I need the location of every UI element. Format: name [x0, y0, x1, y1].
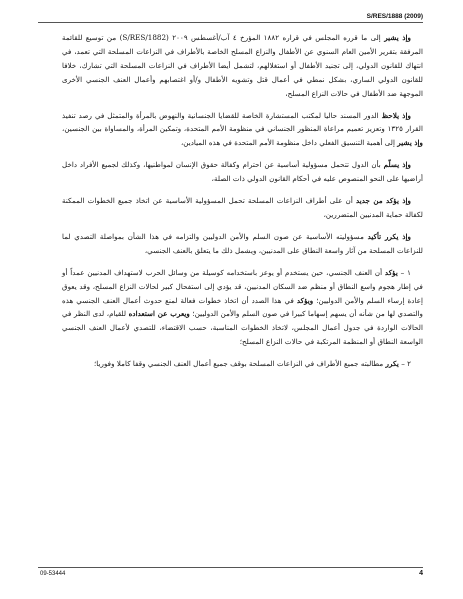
paragraph-text: إلى ما قرره المجلس في قراره ١٨٨٢ المؤرخ ٤ آب/أغسطس ٢٠٠٩ (S/RES/1882) من توسيع للقائمة المرفقة بتقرير الأمين العام السنوي عن الأطفال والنزاع المسلح الخاصة بالأطراف في النزاعات المسلحة التي تعمد، في انتهاك للقانون الدولي، إلى تجنيد الأطفال أو استغلالهم، لتشمل أيضا الأطراف في النزاعات المسلحة التي تشارك، خلافا للقانون الدولي الساري، بشكل نمطي في أعمال قتل وتشويه الأطفال و/أو اغتصابهم وأعمال العنف الجنسي الأخرى الموجهة ضد الأطفال في حالات النزاع المسلح، [62, 33, 423, 98]
paragraph-keyword: وإذ يلاحظ [381, 110, 411, 120]
paragraph-text: بأن الدول تتحمل مسؤولية أساسية عن احترام وكفالة حقوق الإنسان لمواطنيها، وكذلك لجميع الأفراد داخل أراضيها على النحو المنصوص عليه في أحكام القانون الدولي ذات الصلة، [62, 160, 423, 184]
paragraph-text: أن العنف الجنسي، حين يستخدم أو يوعز باستخدامه كوسيلة من وسائل الحرب لاستهداف المدنيين عمداً أو في إطار هجوم واسع النطاق أو منظم ضد السكان المدنيين، قد يؤدي إلى استفحال كبير لحالات النزاع المسلح، وقد يعوق إعادة إرساء السلم والأمن الدوليين؛ [62, 267, 423, 305]
preamble-paragraph [62, 158, 423, 186]
paragraph-keyword: يكرر [385, 359, 399, 369]
operative-paragraph [62, 266, 423, 349]
paragraph-text: مطالبته جميع الأطراف في النزاعات المسلحة بوقف جميع أعمال العنف الجنسي وقفا كاملا وفوريا؛ [94, 359, 384, 369]
paragraph-text: إلى أهمية التنسيق الفعلي داخل منظومة الأمم المتحدة في هذه الميادين، [180, 138, 395, 148]
paragraph-number: ٢ – [401, 359, 411, 369]
document-body [62, 31, 423, 379]
paragraph-number: ١ – [400, 267, 411, 277]
paragraph-keyword: وإذ يسلّم [383, 160, 411, 170]
paragraph-text: أن على أطراف النزاعات المسلحة تحمل المسؤولية الأساسية عن اتخاذ جميع الخطوات الممكنة لكفالة حماية المدنيين المتضررين، [62, 196, 423, 219]
preamble-paragraph [62, 194, 423, 222]
paragraph-keyword: يؤكد [384, 267, 398, 277]
paragraph-keyword: ويؤكد [296, 295, 314, 305]
page-number: 4 [419, 570, 423, 577]
header-rule [38, 22, 423, 23]
paragraph-keyword: وإذ يشير [384, 33, 411, 42]
preamble-paragraph [62, 230, 423, 258]
preamble-paragraph [62, 31, 423, 101]
paragraph-text: للقيام، لدى النظر في الحالات الواردة في جدول أعمال المجلس، لاتخاذ الخطوات المناسبة، حسب الاقتضاء، للتصدي لأعمال العنف الجنسي الواسعة النطاق أو المنظمة المرتكبة في حالات النزاع المسلح؛ [62, 309, 423, 347]
preamble-paragraph [62, 109, 423, 151]
paragraph-keyword: وإذ يؤكد من جديد [356, 196, 411, 206]
paragraph-keyword: وإذ يشير [397, 138, 423, 148]
operative-paragraph [62, 357, 423, 371]
paragraph-text: الدور المسند حاليا لمكتب المستشارة الخاصة للقضايا الجنسانية والنهوض بالمرأة والمتمثل في رصد تنفيذ القرار ١٣٢٥ وتعزيز تعميم مراعاة المنظور الجنساني في منظومة الأمم المتحدة، وتمكين المرأة، والمساواة بين الجنسين، [62, 110, 423, 134]
footer-rule [38, 567, 423, 568]
paragraph-text: في هذا الصدد أن اتخاذ خطوات فعالة لمنع حدوث أعمال العنف الجنسي هذه والتصدي لها من شأنه أن يسهم إسهاما كبيرا في صون السلم والأمن الدوليين؛ [62, 295, 423, 319]
paragraph-keyword: ويعرب عن استعداده [128, 309, 190, 319]
document-symbol: S/RES/1888 (2009) [366, 13, 423, 20]
document-number: 09-53444 [40, 571, 66, 577]
paragraph-text: مسؤوليته الأساسية عن صون السلم والأمن الدوليين والتزامه في هذا الشأن بمواصلة التصدي لما للنزاعات المسلحة من آثار واسعة النطاق على المدنيين، ويشمل ذلك ما يتعلق بالعنف الجنسي، [62, 231, 423, 255]
paragraph-keyword: وإذ يكرر تأكيد [367, 231, 411, 241]
